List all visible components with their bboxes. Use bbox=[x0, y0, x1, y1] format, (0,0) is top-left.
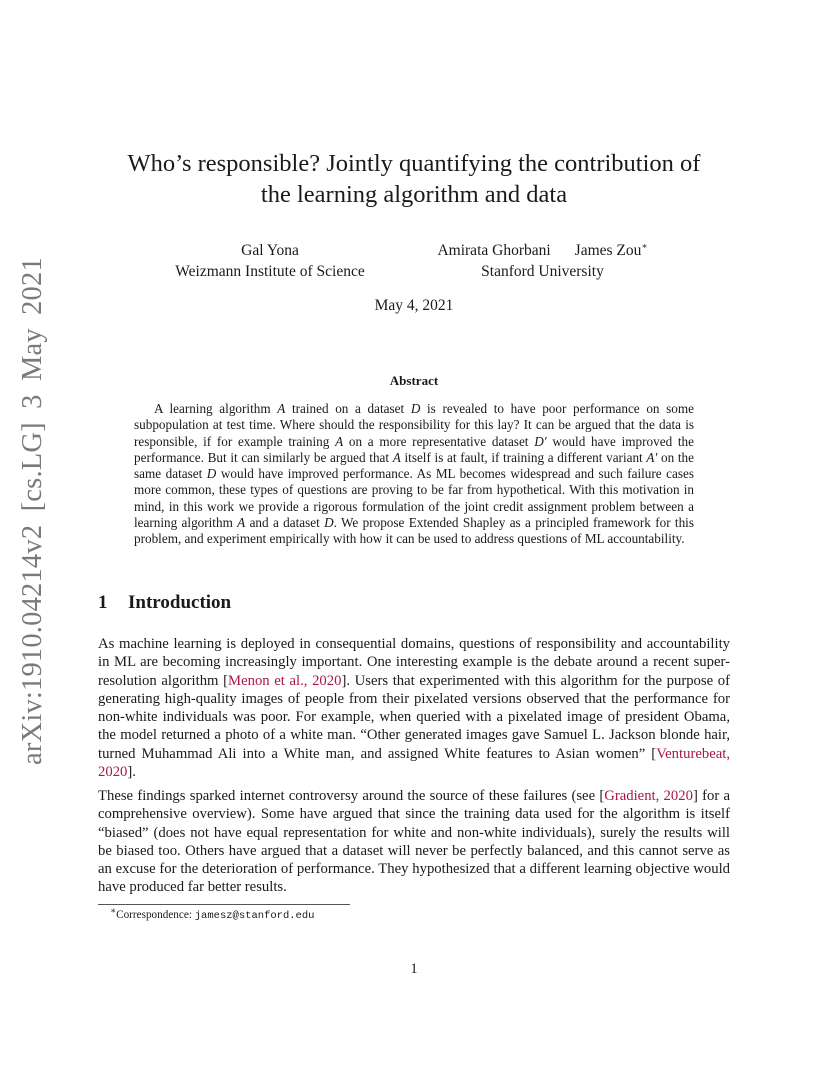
math-variable: A′ bbox=[646, 449, 658, 465]
paragraph-fragment: As machine learning is deployed in consequential domains, questions of responsibility and accountability in ML are becoming increasingly important. One interesting example is the debate around a recent super-resolution algorithm [ bbox=[98, 636, 730, 689]
paper-title-line-1: Who’s responsible? Jointly quantifying the contribution of bbox=[127, 150, 701, 177]
abstract-fragment: is revealed to have poor performance on some subpopulation at test time. Where should the responsibility for this lay? It can be argued that the data is responsible, if for example training bbox=[134, 401, 694, 449]
abstract-fragment: would have improved performance. As ML becomes widespread and such failure cases more common, these types of questions are proving to be far from hypothetical. With this motivation in mind, in this work we provide a rigorous formulation of the joint credit assignment problem between a learning algorithm bbox=[134, 466, 694, 531]
footnote-marker: ∗ bbox=[110, 905, 117, 916]
author-name: Gal Yona bbox=[241, 242, 299, 259]
arxiv-identifier-stamp: arXiv:1910.04214v2 [cs.LG] 3 May 2021 bbox=[17, 257, 48, 765]
paragraph-fragment: These findings sparked internet controversy around the source of these failures (see [ bbox=[98, 788, 605, 804]
abstract-fragment: itself is at fault, if training a different variant bbox=[400, 449, 647, 465]
math-variable: D bbox=[324, 515, 334, 531]
abstract-text bbox=[134, 401, 694, 548]
math-variable: A bbox=[237, 515, 246, 531]
author-block-weizmann bbox=[150, 240, 390, 282]
section-heading-introduction bbox=[98, 592, 231, 614]
paragraph-fragment: ] for a comprehensive overview). Some have argued that since the training data used for the algorithm is itself “biased” (does not have equal representation for white and non-white individuals), surely the results will be biased too. Others have argued that a dataset will never be perfectly balanced, and this cannot serve as an excuse for the deterioration of performance. They hypothesized that a different learning objective would have produced far better results. bbox=[98, 788, 730, 896]
author-affiliation: Weizmann Institute of Science bbox=[175, 263, 365, 280]
body-paragraph bbox=[98, 787, 730, 897]
abstract-fragment: on a more representative dataset bbox=[343, 433, 535, 449]
paper-title-line-2: the learning algorithm and data bbox=[260, 181, 568, 208]
author-affiliation: Stanford University bbox=[481, 263, 604, 280]
abstract-fragment: would have improved the performance. But it can similarly be argued that bbox=[134, 433, 695, 465]
page-number: 1 bbox=[410, 961, 418, 977]
math-variable: A bbox=[277, 401, 286, 416]
author-names-row bbox=[400, 240, 685, 261]
citation-link[interactable]: Menon et al., 2020 bbox=[228, 672, 342, 689]
footnote-email[interactable]: jamesz@stanford.edu bbox=[194, 910, 315, 922]
abstract-fragment: on the same dataset bbox=[134, 449, 694, 482]
abstract-fragment: . We propose Extended Shapley as a principled framework for this problem, and experiment empirically with how it can be used to address questions of ML accountability. bbox=[134, 515, 694, 547]
math-variable: D′ bbox=[534, 433, 547, 449]
paper-title bbox=[0, 148, 828, 210]
publication-date: May 4, 2021 bbox=[374, 297, 454, 314]
abstract-heading: Abstract bbox=[389, 373, 439, 388]
paragraph-fragment: ]. Users that experimented with this algorithm for the purpose of generating high-quality images of people from their pixelated versions observed that the performance for non-white individuals was poor. For example, when queried with a pixelated image of president Obama, the model returned a photo of a white man. “Other generated images gave Samuel L. Jackson blonde hair, turned Muhammad Ali into a White man, and assigned White features to Asian women” [ bbox=[98, 672, 730, 762]
math-variable: A bbox=[392, 449, 401, 465]
footnote bbox=[110, 905, 315, 922]
math-variable: D bbox=[410, 401, 421, 416]
abstract-fragment: A learning algorithm bbox=[154, 401, 278, 416]
section-number: 1 bbox=[98, 592, 108, 613]
math-variable: D bbox=[206, 466, 217, 482]
footnote-marker: ∗ bbox=[641, 240, 648, 251]
author-name: Amirata Ghorbani bbox=[437, 242, 551, 259]
abstract-fragment: and a dataset bbox=[245, 515, 325, 531]
abstract-fragment: trained on a dataset bbox=[285, 401, 411, 416]
footnote-label: Correspondence: bbox=[116, 909, 195, 921]
author-block-stanford bbox=[400, 240, 685, 282]
citation-link[interactable]: Venturebeat, 2020 bbox=[98, 745, 730, 781]
footnote-divider bbox=[98, 904, 350, 905]
citation-link[interactable]: Gradient, 2020 bbox=[604, 788, 693, 804]
body-paragraph bbox=[98, 635, 730, 781]
author-name: James Zou bbox=[574, 242, 642, 259]
math-variable: A bbox=[335, 433, 344, 449]
section-title: Introduction bbox=[128, 592, 232, 613]
paragraph-fragment: ]. bbox=[127, 764, 136, 781]
